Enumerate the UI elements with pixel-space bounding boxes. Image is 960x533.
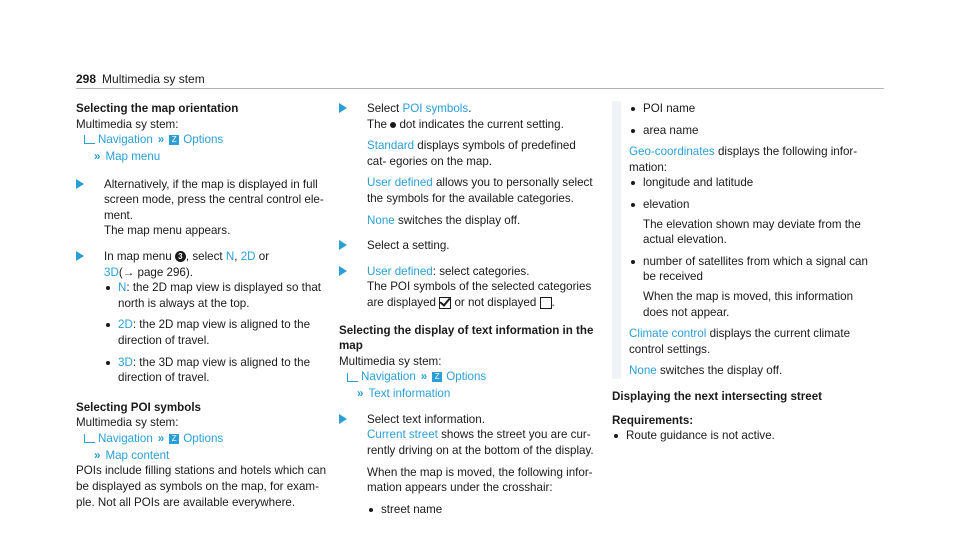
list-item-note: The elevation shown may deviate from the actual elevation. bbox=[643, 217, 861, 247]
nav-arrow-icon bbox=[347, 373, 358, 382]
option-standard: Standard bbox=[367, 139, 415, 153]
list-item bbox=[104, 317, 332, 348]
step-text: In map menu 3 , select N, 2D or 3D(→ page 296). bbox=[104, 250, 270, 279]
step-block bbox=[76, 177, 332, 239]
option-desc-text: shows the street you are cur- rently driving on at the bottom of the display. bbox=[367, 428, 594, 457]
step-text-part: In map menu bbox=[104, 250, 172, 264]
option-poi-symbols: POI symbols bbox=[402, 102, 469, 115]
option-desc bbox=[367, 427, 595, 458]
step-text-part: or not displayed bbox=[454, 295, 537, 309]
step-text bbox=[367, 279, 595, 310]
option-desc-text: switches the display off. bbox=[397, 213, 521, 227]
option-3d: 3D bbox=[104, 265, 119, 279]
step-block bbox=[339, 264, 595, 311]
list-item-text: : the 2D map view is displayed so that north is always at the top. bbox=[118, 281, 321, 310]
callout-number: 3 bbox=[175, 251, 186, 262]
column-1 bbox=[76, 101, 332, 510]
nav-arrow-icon bbox=[84, 135, 95, 144]
page-ref-link[interactable]: (→ page 296). bbox=[118, 265, 193, 279]
step-arrow-icon bbox=[339, 414, 347, 424]
option-desc-text: displays symbols of predefined cat- egories on the map. bbox=[367, 139, 576, 168]
nav-link-navigation[interactable]: Navigation bbox=[361, 370, 416, 384]
list-item bbox=[104, 355, 332, 386]
step-arrow-icon bbox=[76, 251, 84, 261]
options-icon: Z bbox=[169, 434, 179, 444]
option-desc bbox=[367, 213, 595, 229]
step-text-part: dot indicates the current setting. bbox=[399, 117, 564, 131]
step-text-part: . bbox=[551, 295, 555, 309]
option-desc-text: switches the display off. bbox=[659, 364, 783, 378]
system-label: Multimedia sy stem: bbox=[339, 354, 442, 368]
nav-link-map-menu[interactable]: Map menu bbox=[105, 150, 161, 164]
step-text bbox=[367, 101, 595, 117]
option-2d: 2D bbox=[240, 250, 256, 264]
list-item: POI name bbox=[629, 101, 868, 117]
requirements-label: Requirements: bbox=[612, 413, 694, 427]
list-item: elevation bbox=[629, 197, 868, 213]
page-header bbox=[76, 72, 205, 88]
nav-link-navigation[interactable]: Navigation bbox=[98, 133, 153, 147]
step-bar bbox=[612, 101, 621, 379]
continued-block bbox=[612, 101, 868, 379]
option-current-street: Current street bbox=[367, 428, 438, 442]
nav-path-2 bbox=[76, 448, 332, 464]
step-block bbox=[76, 249, 332, 386]
nav-link-navigation[interactable]: Navigation bbox=[98, 431, 153, 445]
poi-paragraph: POIs include filling stations and hotels which can be displayed as symbols on the map, for exam- ple. Not all POIs are available everywhere. bbox=[76, 464, 327, 509]
step-block bbox=[339, 101, 595, 228]
option-climate-control: Climate control bbox=[629, 327, 707, 341]
option-2d: 2D bbox=[118, 318, 133, 332]
nav-path bbox=[76, 431, 223, 447]
section-title: Multimedia sy stem bbox=[102, 72, 205, 86]
double-chevron-icon: » bbox=[94, 150, 101, 164]
step-text-part: , select bbox=[185, 250, 223, 264]
list-item bbox=[104, 280, 332, 311]
double-chevron-icon: » bbox=[157, 133, 165, 147]
nav-link-options[interactable]: Options bbox=[446, 370, 487, 384]
step-arrow-icon bbox=[76, 179, 84, 189]
step-block bbox=[339, 238, 595, 254]
option-user-defined: User defined bbox=[367, 264, 433, 278]
checked-box-icon bbox=[439, 297, 451, 309]
option-none: None bbox=[629, 364, 657, 378]
list-item-text: : the 2D map view is aligned to the direction of travel. bbox=[118, 318, 311, 348]
double-chevron-icon: » bbox=[420, 370, 428, 384]
option-desc-text: displays the current climate control settings. bbox=[629, 327, 851, 356]
step-text: Alternatively, if the map is displayed in full screen mode, press the central control ele- ment. bbox=[104, 177, 324, 222]
option-3d: 3D bbox=[118, 355, 133, 369]
options-icon: Z bbox=[432, 372, 442, 382]
list-item-text: : the 3D map view is aligned to the direction of travel. bbox=[118, 355, 311, 385]
page-number: 298 bbox=[76, 72, 97, 86]
double-chevron-icon: » bbox=[357, 387, 364, 401]
step-text: When the map is moved, the following infor- mation appears under the crosshair: bbox=[367, 465, 593, 495]
step-text-part: : select categories. bbox=[432, 264, 530, 278]
step-arrow-icon bbox=[339, 266, 347, 276]
heading-text-information: Selecting the display of text information in the map bbox=[339, 323, 594, 353]
nav-link-text-information[interactable]: Text information bbox=[368, 387, 451, 401]
list-item: number of satellites from which a signal can be received bbox=[629, 254, 868, 285]
double-chevron-icon: » bbox=[94, 448, 101, 462]
option-desc bbox=[367, 138, 595, 169]
step-text: The map menu appears. bbox=[104, 224, 231, 238]
list-item: street name bbox=[367, 502, 595, 518]
heading-poi-symbols: Selecting POI symbols bbox=[76, 400, 201, 414]
double-chevron-icon: » bbox=[157, 431, 165, 445]
step-text: Select text information. bbox=[367, 412, 485, 426]
column-2 bbox=[339, 101, 595, 517]
step-text-part: The POI symbols of the selected categories are displayed bbox=[367, 280, 592, 309]
option-geo-coordinates: Geo-coordinates bbox=[629, 145, 715, 159]
step-arrow-icon bbox=[339, 240, 347, 250]
option-none: None bbox=[367, 213, 395, 227]
step-text bbox=[367, 264, 595, 280]
option-desc-text: allows you to personally select the symbols for the available categories. bbox=[367, 176, 593, 205]
nav-link-options[interactable]: Options bbox=[183, 431, 224, 445]
list-item-note: When the map is moved, this information does not appear. bbox=[643, 289, 854, 319]
list-item: area name bbox=[629, 123, 868, 139]
selected-dot-icon bbox=[390, 122, 396, 128]
option-desc bbox=[629, 363, 868, 379]
nav-path-2 bbox=[76, 149, 332, 165]
step-text-part: The bbox=[367, 117, 387, 131]
system-label: Multimedia sy stem: bbox=[76, 117, 179, 131]
option-desc bbox=[367, 175, 595, 206]
heading-next-intersecting-street: Displaying the next intersecting street bbox=[612, 389, 823, 403]
option-desc-text: displays the following infor- mation: bbox=[629, 145, 858, 174]
nav-arrow-icon bbox=[84, 434, 95, 443]
step-text-part: Select bbox=[367, 102, 400, 115]
nav-path bbox=[76, 132, 223, 148]
heading-map-orientation: Selecting the map orientation bbox=[76, 102, 239, 115]
nav-path-2 bbox=[339, 386, 595, 402]
system-label: Multimedia sy stem: bbox=[76, 416, 179, 430]
header-rule bbox=[76, 88, 884, 89]
option-user-defined: User defined bbox=[367, 176, 433, 190]
option-n: N bbox=[225, 250, 235, 264]
step-arrow-icon bbox=[339, 103, 347, 113]
options-icon: Z bbox=[169, 135, 179, 145]
step-text bbox=[367, 117, 595, 133]
list-item: longitude and latitude bbox=[629, 175, 868, 191]
nav-link-options[interactable]: Options bbox=[183, 133, 224, 147]
step-text: Select a setting. bbox=[367, 239, 450, 253]
option-desc bbox=[629, 326, 868, 357]
option-n: N bbox=[118, 281, 127, 295]
column-3 bbox=[612, 101, 868, 444]
nav-path bbox=[339, 369, 486, 385]
list-item: Route guidance is not active. bbox=[612, 428, 868, 444]
unchecked-box-icon bbox=[540, 297, 552, 309]
option-desc bbox=[629, 144, 868, 175]
step-block bbox=[339, 412, 595, 518]
step-text-part: . bbox=[468, 102, 472, 115]
nav-link-map-content[interactable]: Map content bbox=[105, 448, 170, 462]
step-text-part: or bbox=[258, 250, 270, 264]
